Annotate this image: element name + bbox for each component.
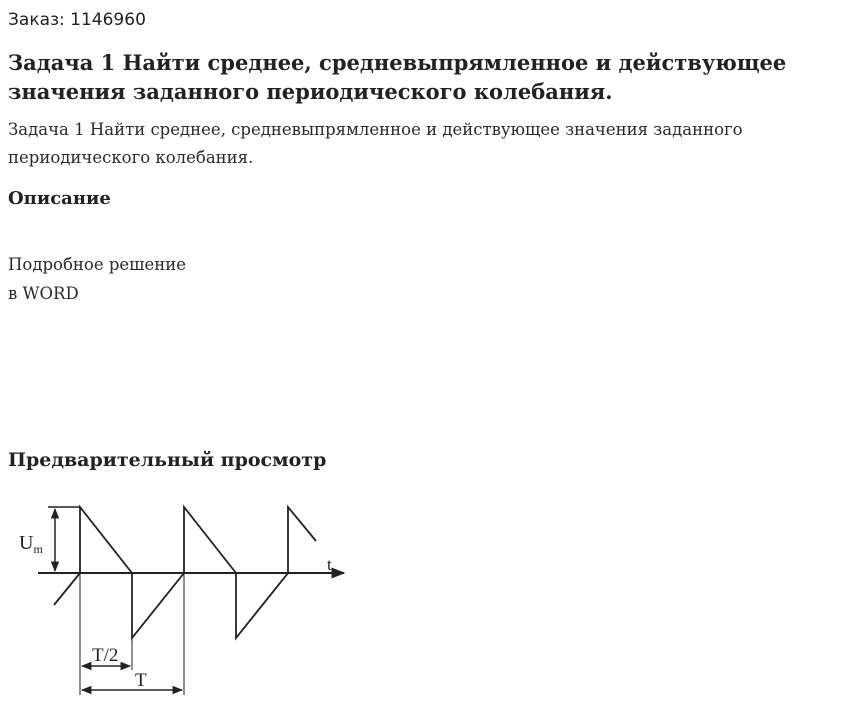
preview-heading: Предварительный просмотр	[8, 449, 327, 471]
amplitude-label: $U_m$	[19, 532, 43, 556]
description-line: в WORD	[8, 284, 79, 303]
half-period-label: T/2	[92, 645, 119, 666]
time-axis-label: t	[327, 555, 332, 574]
description-body	[8, 250, 186, 308]
description-line: Подробное решение	[8, 255, 187, 274]
description-heading: Описание	[8, 188, 111, 209]
sawtooth-waveform-diagram	[8, 495, 353, 705]
order-number: Заказ: 1146960	[8, 10, 146, 30]
short-description: Задача 1 Найти среднее, средневыпрямленное и действующее значения заданного периодического колебания.	[8, 120, 743, 167]
period-label: T	[135, 670, 147, 691]
preview-figure	[8, 495, 353, 705]
page-title: Задача 1 Найти среднее, средневыпрямленное и действующее значения заданного периодического колебания.	[8, 50, 787, 104]
